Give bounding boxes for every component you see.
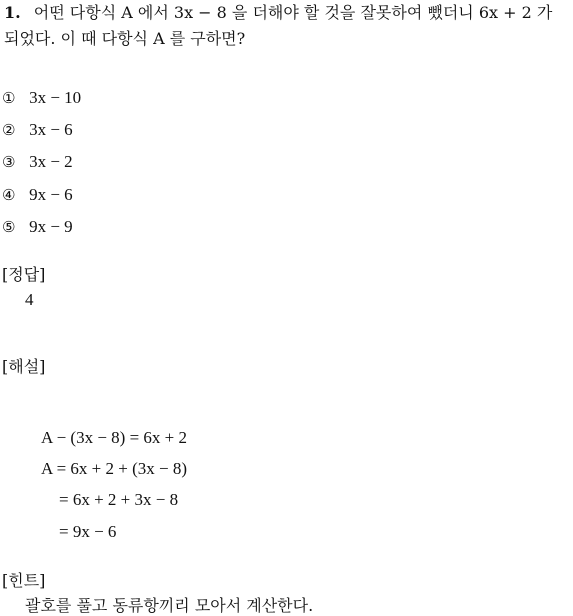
choice-1[interactable] xyxy=(2,88,81,108)
choice-text: 3x − 6 xyxy=(29,120,73,139)
choice-5[interactable] xyxy=(2,217,73,237)
choice-mark: ④ xyxy=(2,186,16,204)
question-line-1 xyxy=(4,0,552,23)
choice-text: 3x − 2 xyxy=(29,152,73,171)
question-number: 1. xyxy=(4,3,21,22)
choice-3[interactable] xyxy=(2,152,73,172)
question-text-line-2: 되었다. 이 때 다항식 A 를 구하면? xyxy=(4,29,246,48)
answer-value: 4 xyxy=(25,290,34,309)
solution-step-3: = 6x + 2 + 3x − 8 xyxy=(59,490,179,509)
hint-text: 괄호를 풀고 동류항끼리 모아서 계산한다. xyxy=(25,596,314,615)
choice-2[interactable] xyxy=(2,120,73,140)
choice-4[interactable] xyxy=(2,185,73,205)
solution-step-1: A − (3x − 8) = 6x + 2 xyxy=(41,428,188,447)
choice-mark: ⑤ xyxy=(2,218,16,236)
hint-label: [힌트] xyxy=(2,571,46,590)
choice-text: 9x − 9 xyxy=(29,217,73,236)
choice-text: 9x − 6 xyxy=(29,185,73,204)
solution-step-4: = 9x − 6 xyxy=(59,522,117,541)
choice-mark: ③ xyxy=(2,153,16,171)
choice-text: 3x − 10 xyxy=(29,88,82,107)
answer-label: [정답] xyxy=(2,265,46,284)
choice-mark: ① xyxy=(2,89,16,107)
question-text-line-1: 어떤 다항식 A 에서 3x − 8 을 더해야 할 것을 잘못하여 뺐더니 6x + 2 가 xyxy=(33,3,553,22)
solution-step-2: A = 6x + 2 + (3x − 8) xyxy=(41,459,188,478)
solution-label: [해설] xyxy=(2,357,46,376)
choice-mark: ② xyxy=(2,121,16,139)
